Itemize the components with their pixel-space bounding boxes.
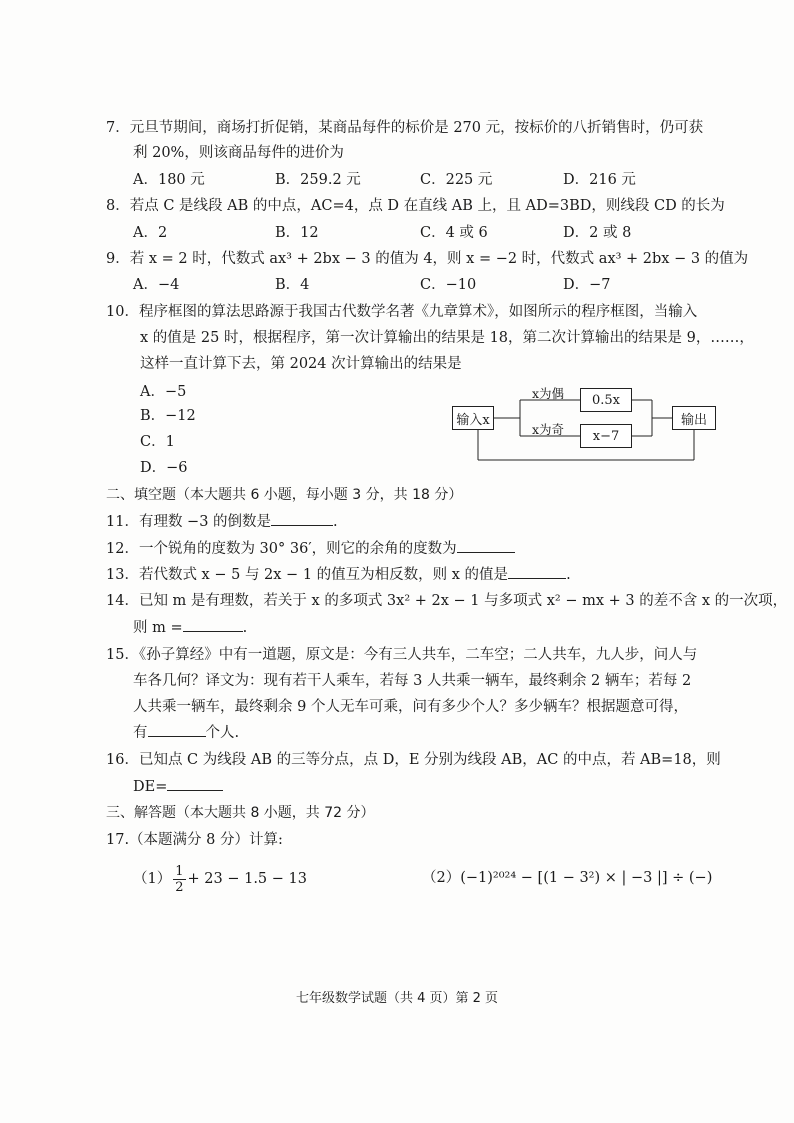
q8-option-c: C．4 或 6 [420, 225, 488, 241]
page-footer: 七年级数学试题（共 4 页）第 2 页 [295, 991, 499, 1006]
q17-part2-expr: (−1)²⁰²⁴ − [(1 − 3²) × | −3 |] ÷ (−) [460, 870, 713, 886]
q12 [106, 538, 515, 559]
q13-end: . [566, 567, 571, 583]
q17-fraction [173, 864, 185, 895]
q10-option-a: A．−5 [140, 384, 187, 400]
q15-suffix: 个人. [205, 725, 240, 741]
q14-prefix: 则 m = [133, 620, 183, 636]
section-3-title: 三、解答题（本大题共 8 小题，共 72 分） [106, 805, 375, 821]
q8-text: 8．若点 C 是线段 AB 的中点，AC=4，点 D 在直线 AB 上，且 AD=3BD，则线段 CD 的长为 [106, 198, 725, 214]
q16-line1: 16．已知点 C 为线段 AB 的三等分点，点 D，E 分别为线段 AB，AC 的中点，若 AB=18，则 [106, 752, 721, 768]
q7-line1: 7．元旦节期间，商场打折促销，某商品每件的标价是 270 元，按标价的八折销售时，仍可获 [106, 120, 704, 136]
q17-part1-rest: + 23 − 1.5 − 13 [187, 871, 307, 887]
q9-text: 9．若 x = 2 时，代数式 ax³ + 2bx − 3 的值为 4，则 x = −2 时，代数式 ax³ + 2bx − 3 的值为 [106, 251, 749, 267]
q17-part1 [133, 862, 307, 896]
q17-fraction-numerator: 1 [175, 863, 184, 879]
q16-prefix: DE= [133, 779, 168, 795]
q7-option-b: B．259.2 元 [275, 172, 361, 188]
q17-part2-label: （2） [422, 870, 461, 886]
q7-option-c: C．225 元 [420, 172, 493, 188]
q13 [106, 564, 571, 585]
q17-text: 17.（本题满分 8 分）计算: [106, 832, 283, 848]
q10-option-d: D．−6 [140, 460, 188, 476]
q13-text: 13．若代数式 x − 5 与 2x − 1 的值互为相反数，则 x 的值是 [106, 567, 509, 583]
q10-line1: 10．程序框图的算法思路源于我国古代数学名著《九章算术》，如图所示的程序框图，当输入 [106, 304, 698, 320]
q10-line3: 这样一直计算下去，第 2024 次计算输出的结果是 [140, 356, 462, 372]
q17-fraction-denominator: 2 [175, 879, 184, 895]
q14-blank [183, 617, 243, 632]
q7-option-a: A．180 元 [133, 172, 205, 188]
q14-line1: 14．已知 m 是有理数，若关于 x 的多项式 3x² + 2x − 1 与多项式 x² − mx + 3 的差不含 x 的一次项， [106, 593, 788, 609]
q10-option-b: B．−12 [140, 408, 196, 424]
q8-option-d: D．2 或 8 [563, 225, 632, 241]
q10-line2: x 的值是 25 时，根据程序，第一次计算输出的结果是 18，第二次计算输出的结果是 9，……， [140, 330, 754, 346]
q9-option-d: D．−7 [563, 277, 611, 293]
q16-blank [167, 776, 223, 791]
q7-line2: 利 20%，则该商品每件的进价为 [133, 145, 344, 161]
q8-option-a: A．2 [133, 225, 168, 241]
q14-line2 [133, 617, 247, 638]
q11-text: 11．有理数 −3 的倒数是 [106, 514, 272, 530]
q17-part1-label: （1） [133, 871, 172, 887]
q15-blank [148, 722, 206, 737]
q12-text: 12．一个锐角的度数为 30° 36′，则它的余角的度数为 [106, 541, 457, 557]
q9-option-b: B．4 [275, 277, 310, 293]
q9-option-a: A．−4 [133, 277, 180, 293]
q15-line3: 人共乘一辆车，最终剩余 9 个人无车可乘，问有多少个人？多少辆车？根据题意可得， [133, 699, 688, 715]
q13-blank [508, 564, 566, 579]
q16-line2 [133, 776, 223, 797]
flow-input-box: 输入x [452, 406, 494, 430]
flow-even-label: x为偶 [532, 386, 565, 401]
flowchart [452, 380, 722, 465]
q11-blank [271, 511, 333, 526]
flow-odd-label: x为奇 [532, 422, 565, 437]
q7-option-d: D．216 元 [563, 172, 636, 188]
q15-line2: 车各几何？译文为：现有若干人乘车，若每 3 人共乘一辆车，最终剩余 2 辆车；若每 2 [133, 673, 692, 689]
section-2-title: 二、填空题（本大题共 6 小题，每小题 3 分，共 18 分） [106, 487, 463, 503]
flow-odd-op-box: x−7 [580, 424, 632, 448]
flow-output-box: 输出 [672, 406, 716, 430]
q9-option-c: C．−10 [420, 277, 477, 293]
q12-blank [457, 538, 515, 553]
q15-line4 [133, 722, 239, 743]
q11 [106, 511, 338, 532]
q10-option-c: C．1 [140, 434, 175, 450]
q15-prefix: 有 [133, 725, 148, 741]
flow-even-op-box: 0.5x [580, 388, 632, 412]
q15-line1: 15．《孙子算经》中有一道题，原文是：今有三人共车，二车空；二人共车，九人步，问人与 [106, 647, 698, 663]
q11-end: . [333, 514, 338, 530]
q14-end: . [242, 620, 248, 636]
q8-option-b: B．12 [275, 225, 319, 241]
q17-part2 [422, 868, 712, 888]
